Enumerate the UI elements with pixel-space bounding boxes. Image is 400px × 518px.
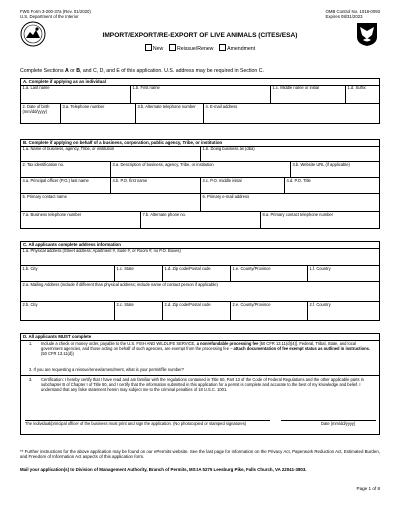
email-field[interactable]: 4. E-mail address [205,104,238,109]
tax-id-field[interactable]: 2. Tax identification no. [21,162,111,178]
omb-control-number: OMB Control No. 1018-0093 [325,9,380,14]
province-field[interactable]: 1.e. County/Province [231,266,308,282]
section-c [20,241,380,321]
section-d-heading: D. All applicants MUST complete [21,334,379,341]
amendment-label: Amendment [227,46,256,52]
item3-number: 3. [29,377,33,382]
mailing-address-field[interactable]: 2.a. Mailing Address (include if different than physical address; include name of contact person if applicable) [21,282,380,302]
zip-field[interactable]: 1.d. Zip code/Postal code [163,266,231,282]
signature-label: The individual/principal officer of the business must print and sign the application. (No photocopied or stamped signatures) [25,421,247,426]
alt-phone-b-field[interactable]: 7.b. Alternate phone no. [141,212,261,229]
primary-email-field[interactable]: 6. Primary e-mail address [201,194,380,212]
permit-number-question[interactable]: 2. If you are requesting a reissue/renew/amendment, what is your permit/file number? [29,367,184,372]
dob-field[interactable]: 2. Date of birth (mm/dd/yyyy) [21,104,61,124]
country2-field[interactable]: 2.f. Country [309,302,331,307]
agency-name: U.S. Department of the Interior [20,14,79,20]
suffix-field[interactable]: 1.d. Suffix [346,85,380,104]
physical-address-field[interactable]: 1.a. Physical address (Street address; Apartment #, Suite #, or Room #; no P.O. Boxes) [21,248,380,266]
fee-instruction: Include a check or money order, payable to the U.S. FISH AND WILDLIFE SERVICE, a nonrefundable processing fee [50 CFR 13.11(d)(4)]. Federal, Tribal, State, and local government agencies, and those acting on behalf of such agencies, are exempt from the processing fee – attach documentation of fee exempt status as outlined in instructions. (50 CFR 13.11(d)) [41,341,371,356]
po-last-name-field[interactable]: 4.a. Principal officer (P.O.) last name [21,178,111,194]
business-name-field[interactable]: 1.a. Name of business, agency, Tribe, or institution [21,146,201,162]
business-description-field[interactable]: 3.a. Description of business, agency, Tribe, or institution [111,162,291,178]
instructions: Complete Sections A or B, and C, D, and E of this application. U.S. address may be required in Section C. [20,68,264,74]
section-b [20,139,380,229]
certification-text: Certification: I hereby certify that I have read and am familiar with the regulations contained in Title 50, Part 13 of the Code of Federal Regulations and the other applicable parts in subchapter B of Chapter I of Title 50, and I certify that the information submitted in this application for a permit is complete and accurate to the best of my knowledge and belief. I understand that any false statement herein may subject me to the criminal penalties of 18 U.S.C. 1001. [41,377,364,392]
city-field[interactable]: 1.b. City [21,266,115,282]
section-a [20,78,380,124]
form-title: IMPORT/EXPORT/RE-EXPORT OF LIVE ANIMALS (CITES/ESA) [102,32,298,39]
amendment-checkbox[interactable] [219,46,255,52]
reissue-label: Reissue/Renew [177,46,214,52]
expiration-date: Expires 08/31/2023 [325,14,363,20]
mailing-instructions: Mail your application(s) to Division of Management Authority, Branch of Permits, MS:IA 5275 Leesburg Pike, Falls Church, VA 22041-3803. [20,467,307,472]
phone-field[interactable]: 3.a. Telephone number [61,104,136,124]
new-checkbox[interactable] [145,46,163,52]
form-header-right [326,9,380,20]
last-name-field[interactable]: 1.a. Last name [21,85,131,104]
primary-contact-field[interactable]: 5. Primary contact name [21,194,201,212]
province2-field[interactable]: 2.e. County/Province [231,302,308,321]
date-label: Date (mm/dd/yyyy) [321,421,356,426]
city2-field[interactable]: 2.b. City [21,302,115,321]
page-number: Page 1 of 8 [356,486,380,491]
reissue-checkbox[interactable] [169,46,213,52]
section-a-heading: A. Complete if applying as an individual [21,79,379,86]
divider [21,375,379,376]
business-phone-field[interactable]: 7.a. Business telephone number [21,212,141,229]
po-title-field[interactable]: 4.d. P.O. Title [285,178,380,194]
new-label: New [152,46,164,52]
zip2-field[interactable]: 2.d. Zip code/Postal code [163,302,231,321]
section-c-heading: C. All applicants complete address information [21,242,379,249]
middle-name-field[interactable]: 1.c. Middle name or initial [271,85,346,104]
website-field[interactable]: 3.b. Website URL (if applicable) [291,162,380,178]
item1-number: 1. [29,341,33,346]
section-d [20,333,380,435]
form-number: FWS Form 3-200-37a (Rev. 01/2020) [20,9,91,14]
form-header-left [20,9,91,20]
first-name-field[interactable]: 1.b. First name [131,85,271,104]
state2-field[interactable]: 2.c. State [115,302,163,321]
application-type-options [0,44,400,52]
alt-phone-field[interactable]: 3.b. Alternate telephone number [136,104,204,124]
contact-phone-field[interactable]: 8.a. Primary contact telephone number [262,212,334,217]
dba-field[interactable]: 1.b. Doing business as (dba) [201,146,380,162]
section-b-heading: B. Complete if applying on behalf of a business, corporation, public agency, Tribe, or institution [21,140,379,147]
po-middle-initial-field[interactable]: 4.c. P.O. middle initial [201,178,285,194]
po-first-name-field[interactable]: 4.b. P.O. first name [111,178,201,194]
country-field[interactable]: 1.f. Country [308,266,380,282]
state-field[interactable]: 1.c. State [115,266,163,282]
footer-note: ** Further instructions for the above application may be found on our ePermits website. See the last page for information on the Privacy Act, Paperwork Reduction Act, Estimated Burden, and Freedom of Information Act aspects of this application form. [20,449,380,460]
